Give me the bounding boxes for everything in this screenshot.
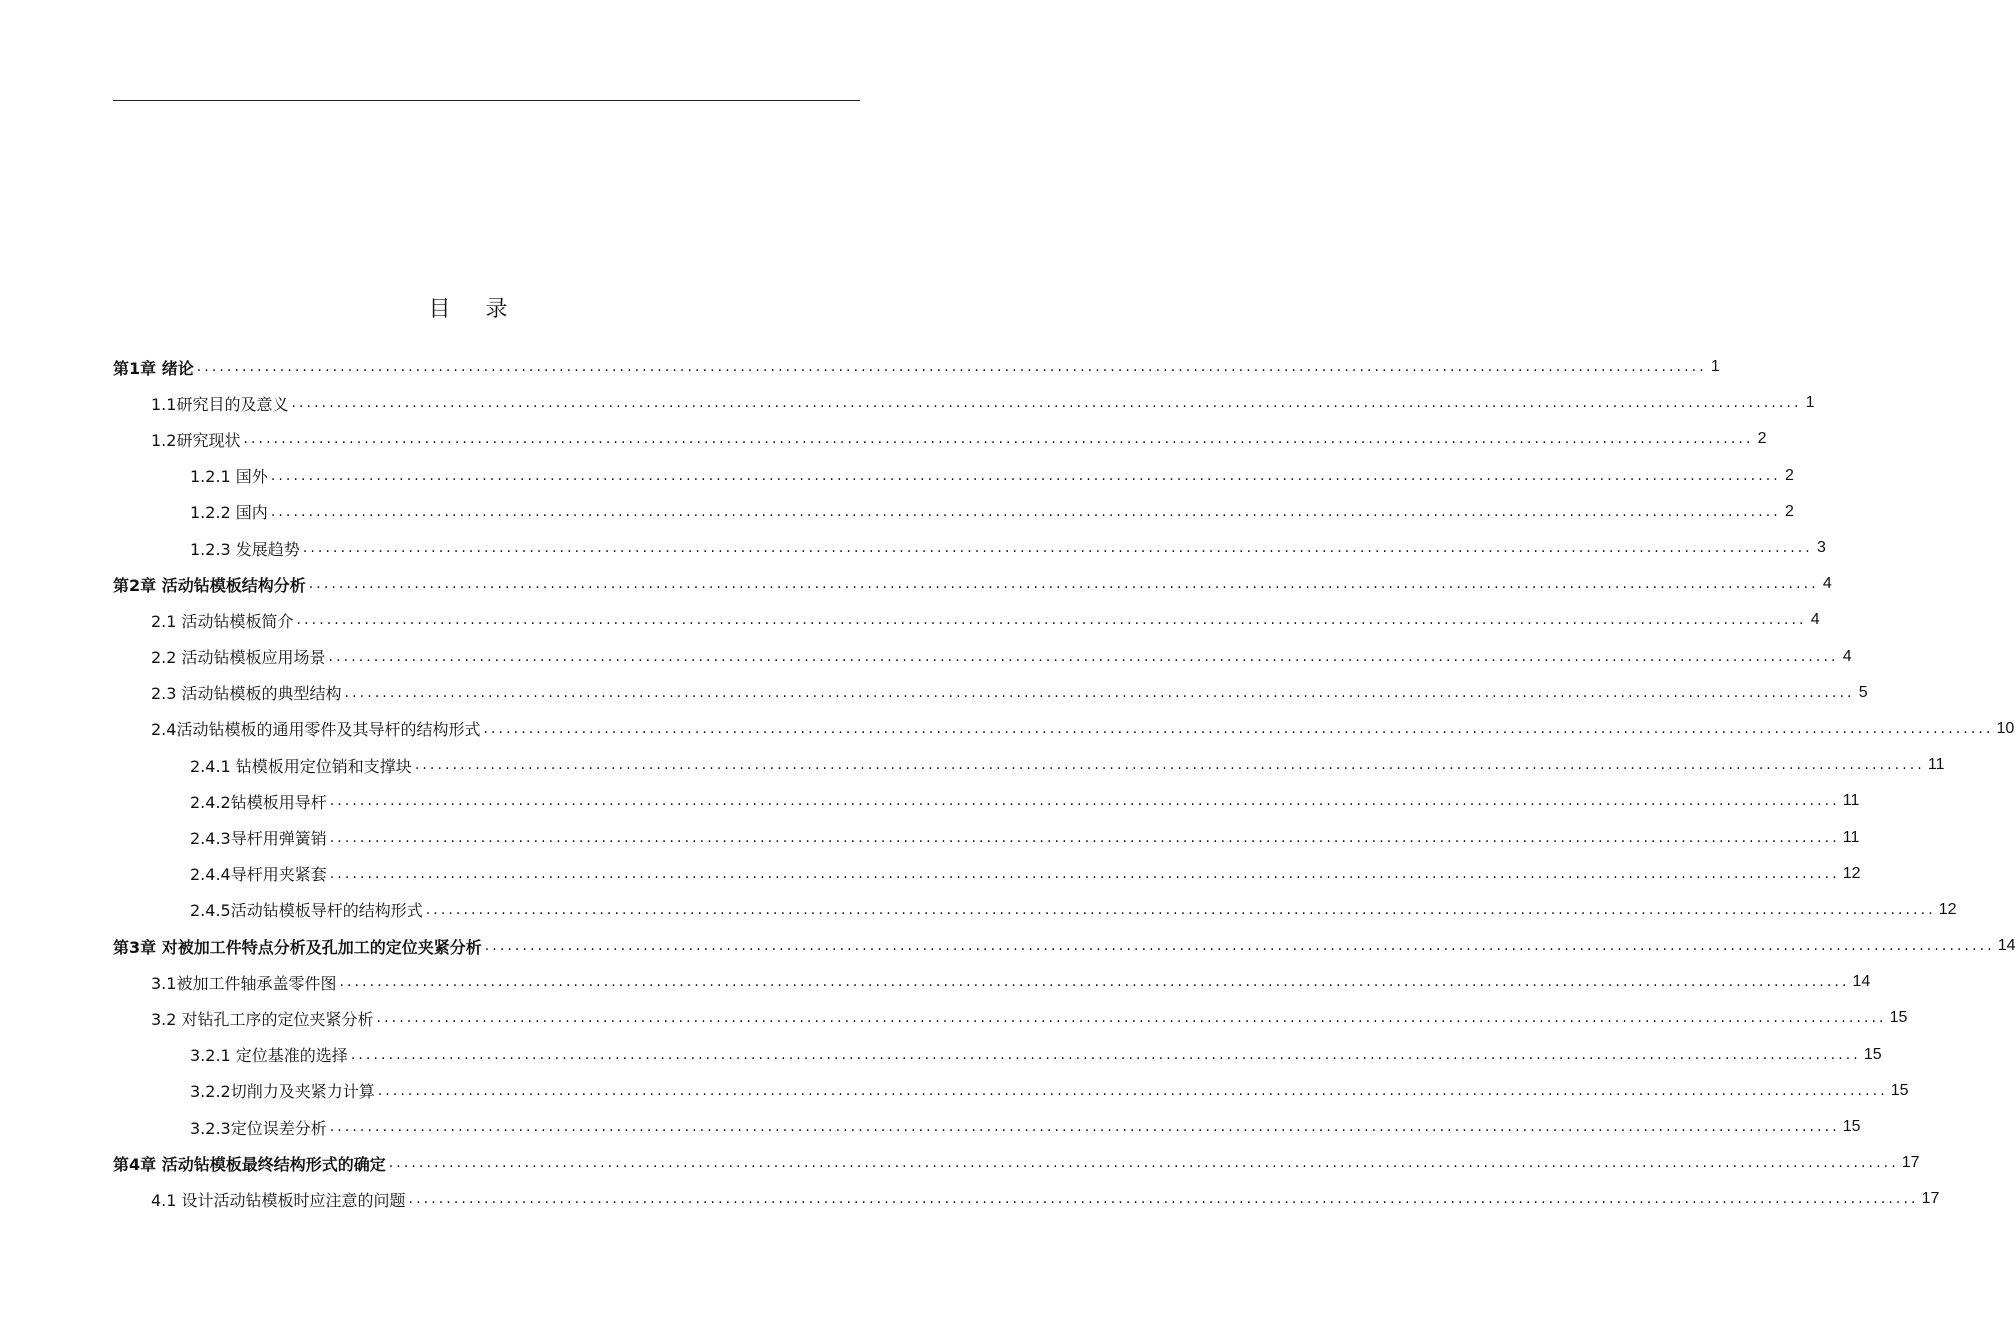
toc-entry-page: 11 <box>1842 792 1860 810</box>
toc-entry-label: 1.2.1 国外 <box>190 467 268 487</box>
toc-entry[interactable] <box>113 856 1861 892</box>
toc-entry-label: 1.2.2 国内 <box>190 503 268 523</box>
toc-leader-dots: ........................................................................................................................................................................................................ <box>328 648 1839 665</box>
toc-entry-label: 第1章 绪论 <box>113 358 194 378</box>
toc-entry-label: 2.4.4导杆用夹紧套 <box>190 865 327 885</box>
toc-leader-dots: ........................................................................................................................................................................................................ <box>350 1046 1861 1063</box>
toc-entry-label: 2.1 活动钻模板简介 <box>151 611 294 631</box>
toc-leader-dots: ........................................................................................................................................................................................................ <box>270 503 1781 520</box>
toc-entry[interactable] <box>113 892 1957 928</box>
toc-entry-page: 1 <box>1805 394 1815 412</box>
toc-leader-dots: ........................................................................................................................................................................................................ <box>329 865 1840 882</box>
toc-entry-page: 4 <box>1810 611 1820 629</box>
toc-entry-page: 17 <box>1921 1190 1940 1208</box>
toc-leader-dots: ........................................................................................................................................................................................................ <box>425 901 1936 918</box>
toc-entry[interactable] <box>113 566 1832 602</box>
toc-leader-dots: ........................................................................................................................................................................................................ <box>344 684 1855 701</box>
toc-entry-label: 3.2.1 定位基准的选择 <box>190 1046 348 1066</box>
toc-leader-dots: ........................................................................................................................................................................................................ <box>243 431 1754 448</box>
toc-entry-label: 2.4.5活动钻模板导杆的结构形式 <box>190 901 423 921</box>
toc-entry[interactable] <box>113 1109 1861 1145</box>
toc-leader-dots: ........................................................................................................................................................................................................ <box>308 576 1819 593</box>
toc-leader-dots: ........................................................................................................................................................................................................ <box>483 720 1994 737</box>
toc-leader-dots: ........................................................................................................................................................................................................ <box>339 974 1850 991</box>
toc-leader-dots: ........................................................................................................................................................................................................ <box>329 793 1840 810</box>
toc-entry-label: 3.2 对钻孔工序的定位夹紧分析 <box>151 1009 374 1029</box>
toc-entry-page: 11 <box>1842 828 1860 846</box>
toc-entry-label: 2.4.1 钻模板用定位销和支撑块 <box>190 756 412 776</box>
toc-entry-label: 1.1研究目的及意义 <box>151 394 289 414</box>
toc-entry-label: 2.4.3导杆用弹簧销 <box>190 829 327 849</box>
toc-entry[interactable] <box>113 1073 1909 1109</box>
toc-entry-label: 4.1 设计活动钻模板时应注意的问题 <box>151 1190 406 1210</box>
toc-entry[interactable] <box>113 385 1815 421</box>
toc-leader-dots: ........................................................................................................................................................................................................ <box>329 1119 1840 1136</box>
toc-entry[interactable] <box>113 639 1852 675</box>
toc-entry[interactable] <box>113 819 1860 855</box>
toc-leader-dots: ........................................................................................................................................................................................................ <box>484 938 1995 955</box>
toc-entry[interactable] <box>113 783 1860 819</box>
toc-leader-dots: ........................................................................................................................................................................................................ <box>270 467 1781 484</box>
toc-entry[interactable] <box>113 602 1820 638</box>
toc-entry-page: 11 <box>1927 756 1945 774</box>
toc-entry[interactable] <box>113 1000 1908 1036</box>
toc-entry-label: 第3章 对被加工件特点分析及孔加工的定位夹紧分析 <box>113 937 482 957</box>
toc-entry-page: 15 <box>1890 1081 1909 1099</box>
toc-leader-dots: ........................................................................................................................................................................................................ <box>302 540 1813 557</box>
toc-entry[interactable] <box>113 458 1794 494</box>
toc-entry[interactable] <box>113 1181 1940 1217</box>
toc-entry-page: 14 <box>1852 973 1871 991</box>
toc-leader-dots: ........................................................................................................................................................................................................ <box>408 1191 1919 1208</box>
toc-entry[interactable] <box>113 964 1871 1000</box>
toc-entry[interactable] <box>113 747 1945 783</box>
toc-entry-label: 第2章 活动钻模板结构分析 <box>113 575 306 595</box>
table-of-contents <box>113 349 2016 1218</box>
toc-entry-page: 2 <box>1784 502 1794 520</box>
toc-entry[interactable] <box>113 675 1868 711</box>
toc-entry-label: 2.3 活动钻模板的典型结构 <box>151 684 342 704</box>
toc-entry-page: 4 <box>1842 647 1852 665</box>
toc-entry-page: 15 <box>1863 1045 1882 1063</box>
toc-leader-dots: ........................................................................................................................................................................................................ <box>296 612 1807 629</box>
toc-entry-page: 5 <box>1858 683 1868 701</box>
toc-entry[interactable] <box>113 1037 1882 1073</box>
toc-entry-label: 3.2.2切削力及夹紧力计算 <box>190 1082 375 1102</box>
toc-entry-page: 3 <box>1816 539 1826 557</box>
toc-entry-label: 3.1被加工件轴承盖零件图 <box>151 973 337 993</box>
toc-leader-dots: ........................................................................................................................................................................................................ <box>291 395 1802 412</box>
toc-entry-label: 2.4活动钻模板的通用零件及其导杆的结构形式 <box>151 720 481 740</box>
toc-entry-label: 2.4.2钻模板用导杆 <box>190 792 327 812</box>
toc-entry[interactable] <box>113 928 2016 964</box>
toc-entry-label: 第4章 活动钻模板最终结构形式的确定 <box>113 1154 386 1174</box>
header-rule <box>113 100 860 101</box>
toc-entry[interactable] <box>113 494 1794 530</box>
toc-entry-page: 12 <box>1938 900 1957 918</box>
toc-leader-dots: ........................................................................................................................................................................................................ <box>329 829 1840 846</box>
toc-entry-page: 17 <box>1901 1154 1920 1172</box>
toc-entry-page: 1 <box>1710 358 1720 376</box>
toc-leader-dots: ........................................................................................................................................................................................................ <box>377 1082 1888 1099</box>
toc-entry[interactable] <box>113 711 2015 747</box>
toc-entry-page: 2 <box>1784 466 1794 484</box>
toc-entry-page: 12 <box>1842 864 1861 882</box>
page-title: 目 录 <box>428 297 522 322</box>
toc-leader-dots: ........................................................................................................................................................................................................ <box>196 359 1707 376</box>
toc-leader-dots: ........................................................................................................................................................................................................ <box>388 1155 1899 1172</box>
toc-entry[interactable] <box>113 1145 1920 1181</box>
toc-entry-label: 1.2.3 发展趋势 <box>190 539 300 559</box>
toc-entry[interactable] <box>113 349 1720 385</box>
toc-entry-page: 15 <box>1842 1118 1861 1136</box>
toc-leader-dots: ........................................................................................................................................................................................................ <box>376 1010 1887 1027</box>
toc-entry-page: 10 <box>1996 719 2015 737</box>
toc-entry-page: 15 <box>1889 1009 1908 1027</box>
toc-entry[interactable] <box>113 530 1826 566</box>
toc-entry-label: 2.2 活动钻模板应用场景 <box>151 648 326 668</box>
toc-entry-label: 1.2研究现状 <box>151 430 241 450</box>
toc-entry-page: 4 <box>1822 575 1832 593</box>
toc-entry-page: 2 <box>1757 430 1767 448</box>
toc-leader-dots: ........................................................................................................................................................................................................ <box>414 757 1925 774</box>
toc-entry[interactable] <box>113 421 1767 457</box>
toc-entry-label: 3.2.3定位误差分析 <box>190 1118 327 1138</box>
toc-entry-page: 14 <box>1997 937 2016 955</box>
